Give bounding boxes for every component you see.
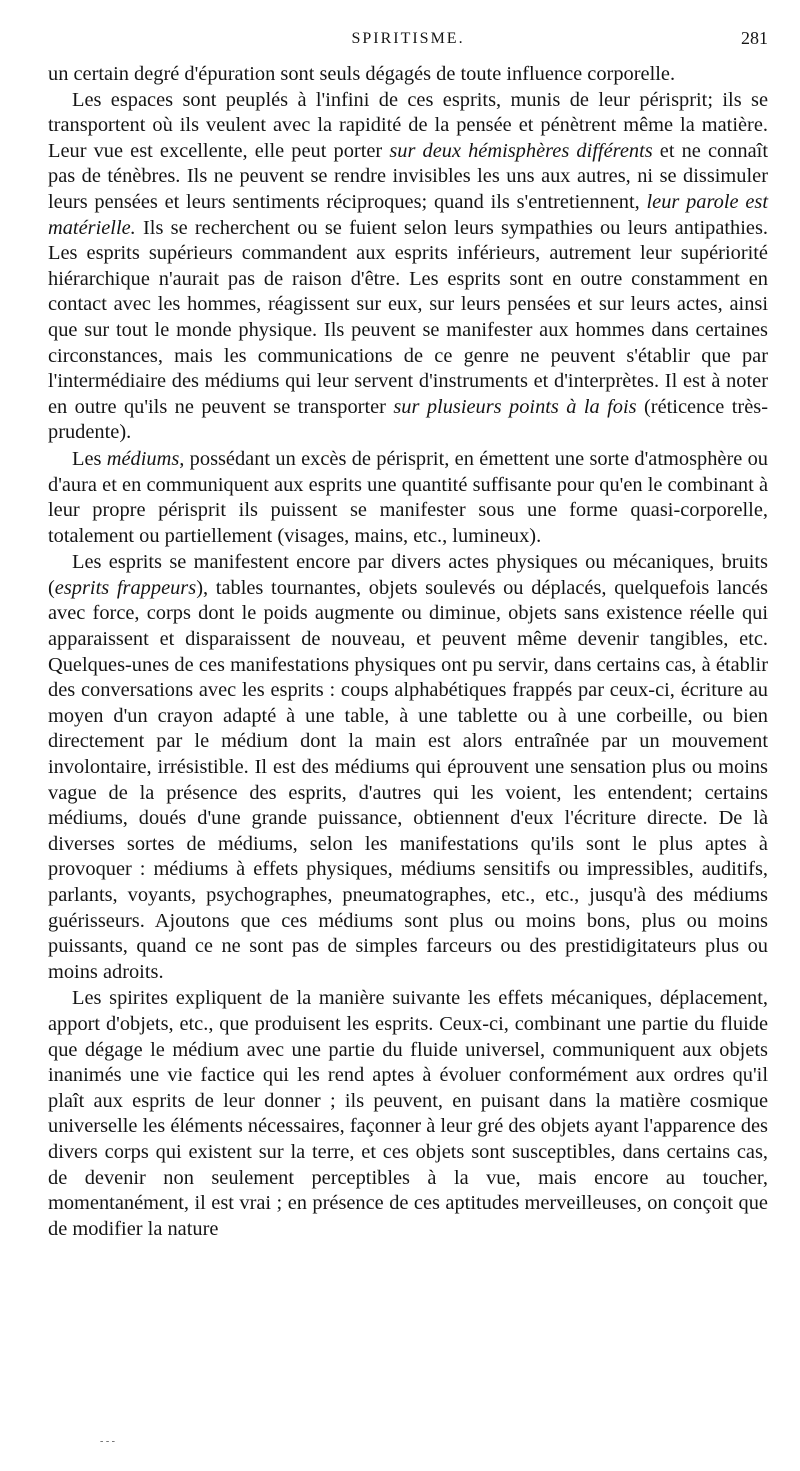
text-run: (réticence très-prudente). [48,395,768,444]
text-run: Les [72,447,107,470]
text-run: Les esprits se manifestent encore par divers actes physiques ou mécaniques, bruits ( [48,551,768,599]
paragraph-esprits-espaces [48,88,768,446]
text-run: Les espaces sont peuplés à l'infini de ces esprits, munis de leur périsprit; ils se transportent où ils veulent avec la rapidité de la pensée et pénètrent même la matière. Leur vue est excellente, elle peut porter [48,88,768,162]
book-page [48,26,768,1242]
italic-run: médiums, [106,447,185,470]
italic-run: sur plusieurs points à la fois [393,395,637,418]
text-run: possédant un excès de périsprit, en émettent une sorte d'atmosphère ou d'aura et en communiquent aux esprits une quantité suffisante pour qu'en le combinant à leur propre périsprit ils puissent se manifester sous une forme quasi-corporelle, totalement ou partiellement (visages, mains, etc., lumineux). [48,447,768,547]
page-header [48,26,768,62]
paragraph-mediums [48,447,768,549]
page-number: 281 [741,28,768,48]
text-run: ), tables tournantes, objets soulevés ou déplacés, quelquefois lancés avec force, corps dont le poids augmente ou diminue, objets sans existence réelle qui apparaissent et disparaissent de nouveau, et peuvent même devenir tangibles, etc. Quelques-unes de ces manifestations physiques ont pu servir, dans certains cas, à établir des conversations avec les esprits : coups alphabétiques frappés par ceux-ci, écriture au moyen d'un crayon adapté à une table, à une tablette ou à une corbeille, ou bien directement par le médium dont la main est alors entraînée par un mouvement involontaire, irrésistible. Il est des médiums qui éprouvent une sensation plus ou moins vague de la présence des esprits, d'autres qui les voient, les entendent; certains médiums, doués d'une grande puissance, obtiennent d'eux l'écriture directe. De là diverses sortes de médiums, selon les manifestations qu'ils sont le plus aptes à provoquer : médiums à effets physiques, médiums sensitifs ou impressibles, auditifs, parlants, voyants, psychographes, pneumatographes, etc., etc., jusqu'à des médiums guérisseurs. Ajoutons que ces médiums sont plus ou moins bons, plus ou moins puissants, quand ce ne sont pas de simples farceurs ou des prestidigitateurs plus ou moins adroits. [48,576,768,983]
footer-mark: - - - [100,1436,115,1447]
italic-run: leur parole est matérielle. [48,190,769,239]
text-run: Ils se recherchent ou se fuient selon leurs sympathies ou leurs antipathies. Les esprits supérieurs commandent aux esprits inférieurs, autrement leur supériorité hiérarchique n'aurait pas de raison d'être. Les esprits sont en outre constamment en contact avec les hommes, réagissent sur eux, sur leurs pensées et sur leurs actes, ainsi que sur tout le monde physique. Ils peuvent se manifester aux hommes dans certaines circonstances, mais les communications de ce genre ne peuvent s'établir que par l'intermédiaire des médiums qui leur servent d'instruments et d'interprètes. Il est à noter en outre qu'ils ne peuvent se transporter [48,216,768,418]
text-run: un certain degré d'épuration sont seuls dégagés de toute influence corporelle. [48,63,676,85]
paragraph-continued [48,62,768,88]
running-head: SPIRITISME. [351,30,465,47]
italic-run: esprits frappeurs [54,576,197,599]
italic-run: sur deux hémisphères différents [389,139,653,162]
paragraph-effets-mecaniques [48,986,768,1242]
paragraph-manifestations [48,550,768,985]
text-run: et ne connaît pas de ténèbres. Ils ne peuvent se rendre invisibles les uns aux autres, ni se dissimuler leurs pensées et leurs sentiments réciproques; quand ils s'entretiennent, [48,139,768,213]
text-run: Les spirites expliquent de la manière suivante les effets mécaniques, déplacement, apport d'objets, etc., que produisent les esprits. Ceux-ci, combinant une partie du fluide que dégage le médium avec une partie du fluide universel, communiquent aux objets inanimés une vie factice qui les rend aptes à évoluer conformément aux ordres qu'il plaît aux esprits de leur donner ; ils peuvent, en puisant dans la matière cosmique universelle les éléments nécessaires, façonner à leur gré des objets ayant l'apparence des divers corps qui existent sur la terre, et ces objets sont susceptibles, dans certains cas, de devenir non seulement perceptibles à la vue, mais encore au toucher, momentanément, il est vrai ; en présence de ces aptitudes merveilleuses, on conçoit que de modifier la nature [48,987,768,1240]
